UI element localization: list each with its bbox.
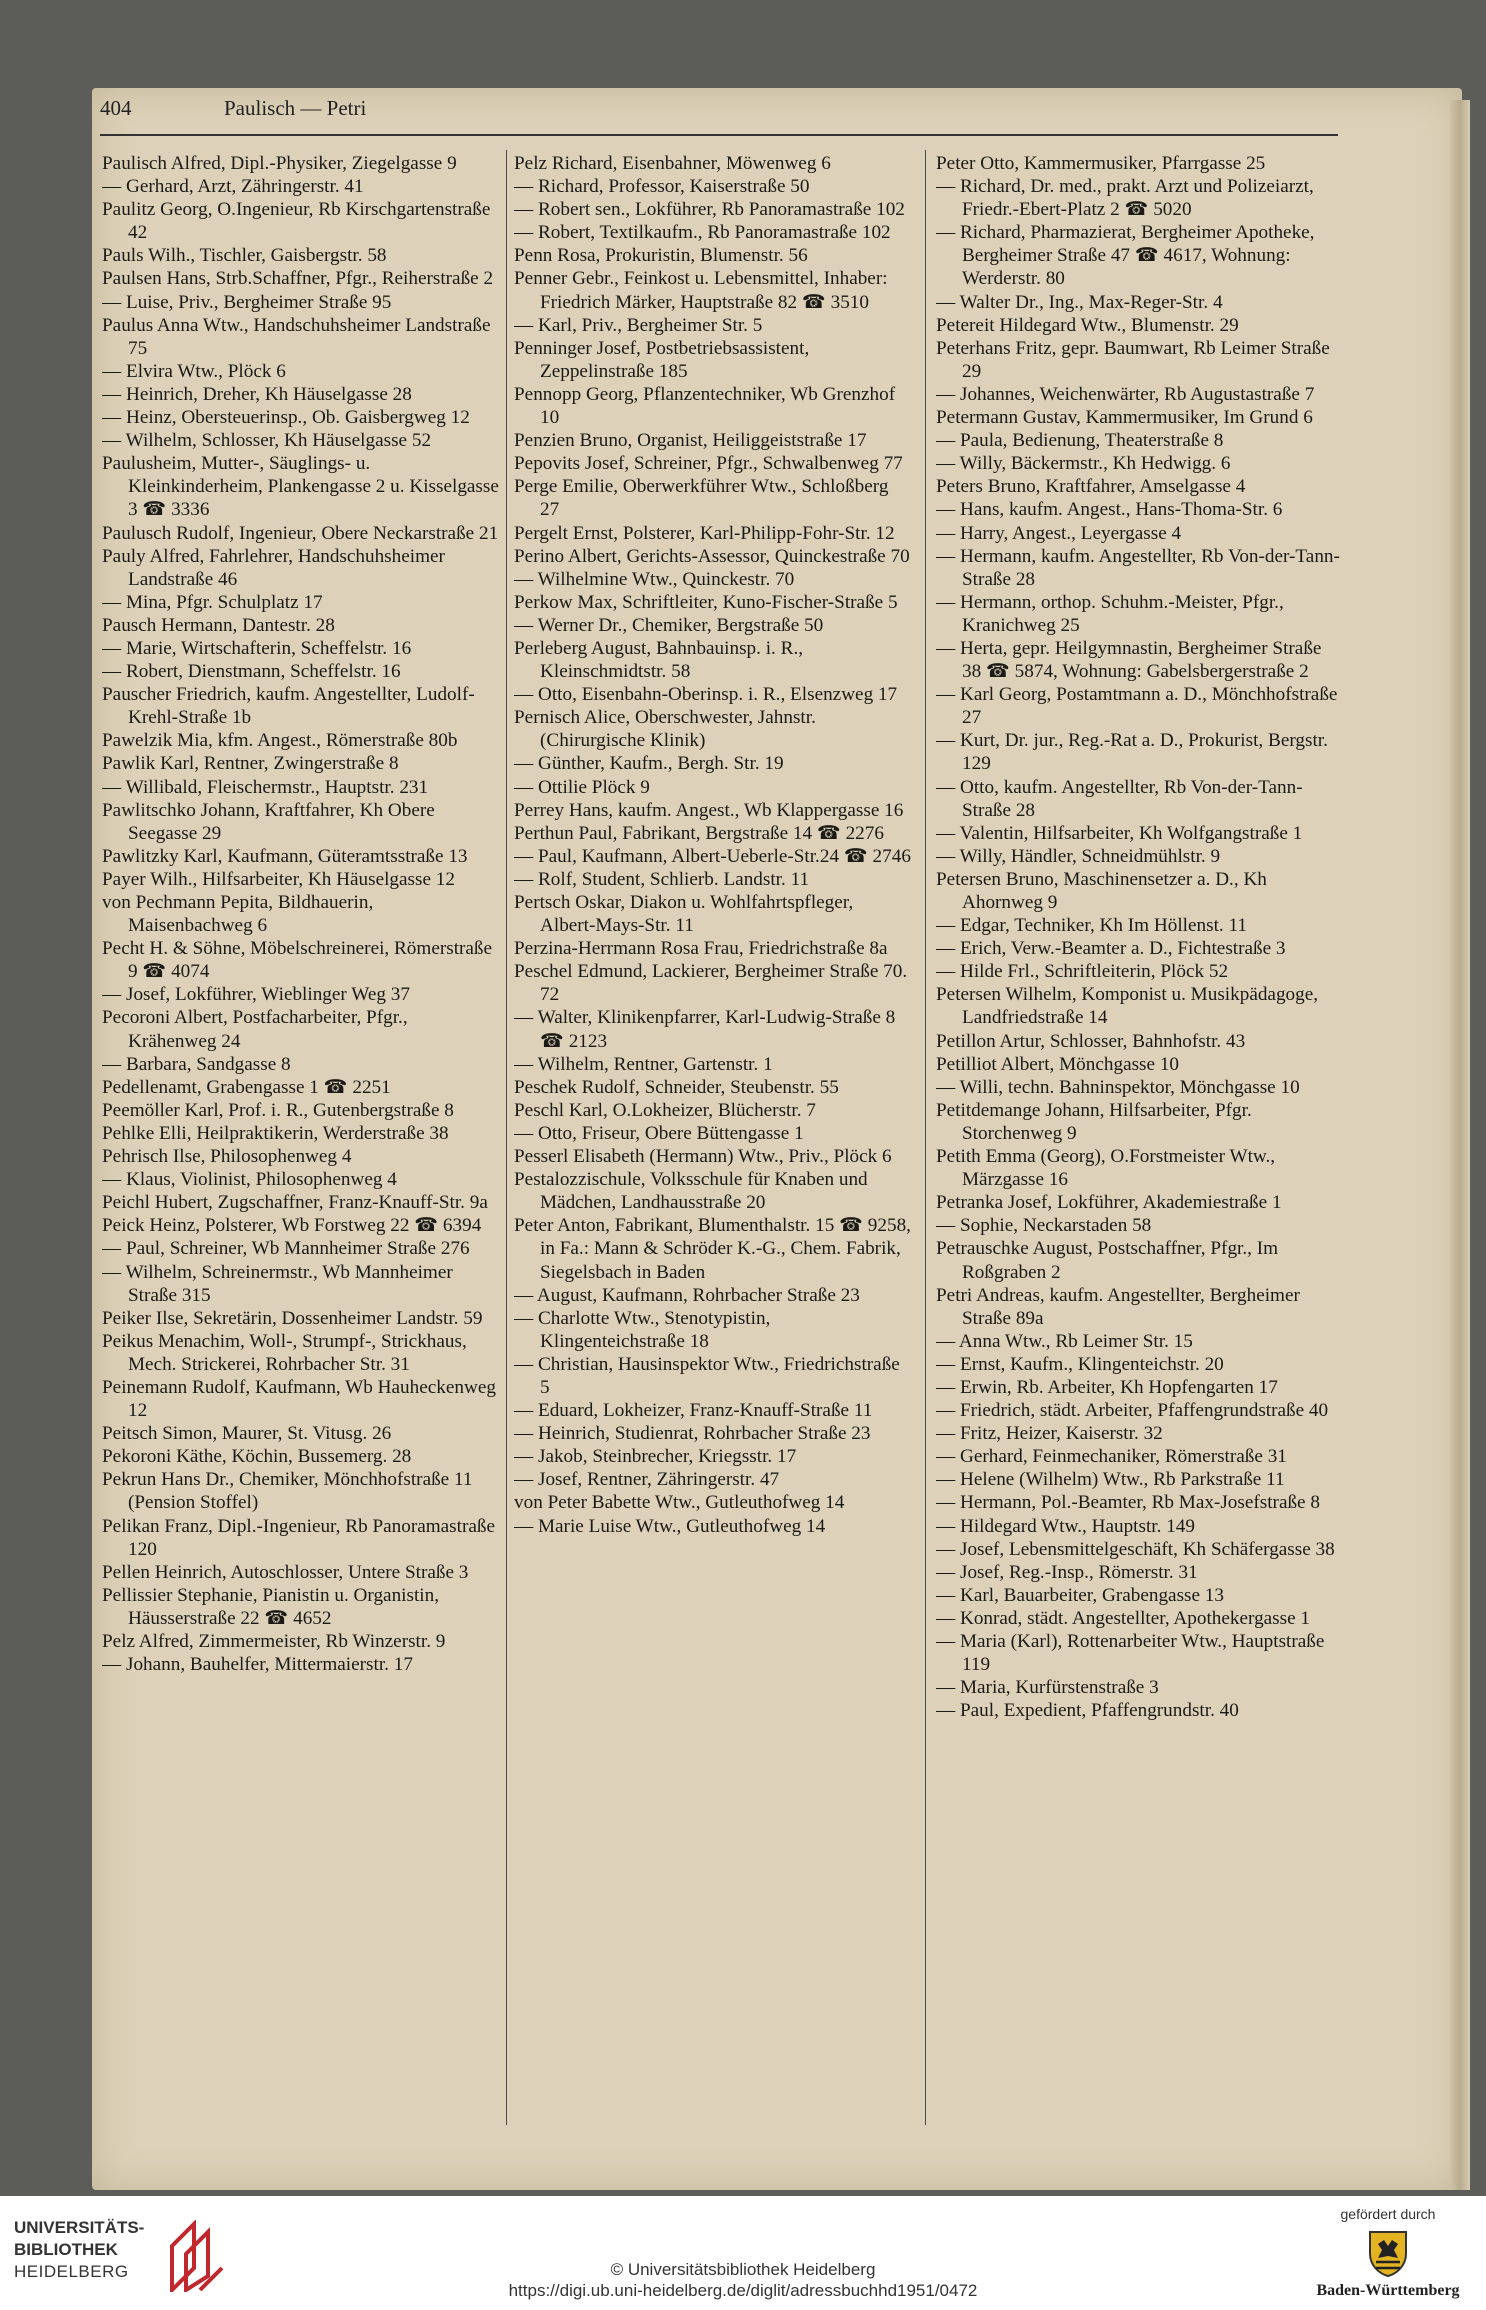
directory-entry: Peikus Menachim, Woll-, Strumpf-, Strickhaus, Mech. Strickerei, Rohrbacher Str. 31: [102, 1330, 467, 1375]
directory-entry: — Paula, Bedienung, Theaterstraße 8: [936, 430, 1224, 452]
directory-entry: Penzien Bruno, Organist, Heiliggeiststraße 17: [514, 430, 867, 452]
directory-entry: — Paul, Kaufmann, Albert-Ueberle-Str.24 ☎ 2746: [514, 845, 911, 867]
directory-entry: — August, Kaufmann, Rohrbacher Straße 23: [514, 1284, 860, 1306]
directory-entry: Pauly Alfred, Fahrlehrer, Handschuhsheimer Landstraße 46: [102, 545, 445, 590]
directory-entry: Pekrun Hans Dr., Chemiker, Mönchhofstraße 11 (Pension Stoffel): [102, 1469, 473, 1514]
directory-entry: Peter Anton, Fabrikant, Blumenthalstr. 15 ☎ 9258, in Fa.: Mann & Schröder K.-G., Chem. Fabrik, Siegelsbach in Baden: [514, 1215, 911, 1283]
directory-entry: — Mina, Pfgr. Schulplatz 17: [102, 591, 323, 613]
directory-entry: Perrey Hans, kaufm. Angest., Wb Klappergasse 16: [514, 799, 904, 821]
directory-entry: — Willi, techn. Bahninspektor, Mönchgasse 10: [936, 1076, 1300, 1098]
directory-entry: Pecoroni Albert, Postfacharbeiter, Pfgr., Krähenweg 24: [102, 1007, 408, 1052]
directory-entry: — Gerhard, Feinmechaniker, Römerstraße 31: [936, 1446, 1287, 1468]
directory-entry: — Eduard, Lokheizer, Franz-Knauff-Straße 11: [514, 1400, 873, 1422]
directory-entry: Pawlitschko Johann, Kraftfahrer, Kh Obere Seegasse 29: [102, 799, 435, 844]
directory-entry: Pawlik Karl, Rentner, Zwingerstraße 8: [102, 753, 399, 775]
directory-entry: — Ottilie Plöck 9: [514, 776, 650, 798]
directory-entry: Pehlke Elli, Heilpraktikerin, Werderstraße 38: [102, 1122, 449, 1144]
directory-entry: Petrauschke August, Postschaffner, Pfgr., Im Roßgraben 2: [936, 1238, 1279, 1283]
directory-entry: Peemöller Karl, Prof. i. R., Gutenbergstraße 8: [102, 1099, 454, 1121]
directory-entry: Peiker Ilse, Sekretärin, Dossenheimer Landstr. 59: [102, 1307, 483, 1329]
directory-entry: — Fritz, Heizer, Kaiserstr. 32: [936, 1423, 1163, 1445]
directory-entry: — Johann, Bauhelfer, Mittermaierstr. 17: [102, 1654, 413, 1676]
directory-entry: — Karl, Bauarbeiter, Grabengasse 13: [936, 1584, 1224, 1606]
coat-of-arms-icon: [1366, 2228, 1410, 2278]
directory-entry: — Willy, Bäckermstr., Kh Hedwigg. 6: [936, 453, 1231, 475]
directory-entry: Peitsch Simon, Maurer, St. Vitusg. 26: [102, 1423, 392, 1445]
column-divider: [925, 150, 926, 2125]
directory-entry: Pennopp Georg, Pflanzentechniker, Wb Grenzhof 10: [514, 383, 896, 429]
directory-entry: Perthun Paul, Fabrikant, Bergstraße 14 ☎ 2276: [514, 822, 884, 844]
directory-entry: Pauls Wilh., Tischler, Gaisbergstr. 58: [102, 245, 387, 267]
directory-entry: — Friedrich, städt. Arbeiter, Pfaffengrundstraße 40: [936, 1400, 1329, 1422]
directory-entry: — Willy, Händler, Schneidmühlstr. 9: [936, 845, 1221, 867]
library-emblem-icon: [164, 2220, 224, 2292]
directory-column-3: [936, 152, 1340, 2127]
directory-entry: — Hildegard Wtw., Hauptstr. 149: [936, 1515, 1195, 1537]
directory-entry: Penn Rosa, Prokuristin, Blumenstr. 56: [514, 245, 808, 267]
directory-entry: — Walter Dr., Ing., Max-Reger-Str. 4: [936, 291, 1223, 313]
directory-entry: Petersen Wilhelm, Komponist u. Musikpädagoge, Landfriedstraße 14: [936, 984, 1319, 1029]
logo-line-2: BIBLIOTHEK: [14, 2240, 118, 2259]
directory-entry: Petermann Gustav, Kammermusiker, Im Grund 6: [936, 407, 1313, 429]
directory-entry: Peschek Rudolf, Schneider, Steubenstr. 55: [514, 1076, 839, 1098]
page-header: [100, 96, 1338, 130]
logo-line-1: UNIVERSITÄTS-: [14, 2218, 145, 2237]
footer-credits: [400, 2260, 1086, 2302]
directory-entry: Paulitz Georg, O.Ingenieur, Rb Kirschgartenstraße 42: [102, 199, 491, 244]
directory-entry: — Erwin, Rb. Arbeiter, Kh Hopfengarten 17: [936, 1376, 1278, 1398]
directory-entry: Perzina-Herrmann Rosa Frau, Friedrichstraße 8a: [514, 938, 888, 960]
directory-entry: Pekoroni Käthe, Köchin, Bussemerg. 28: [102, 1446, 412, 1468]
copyright-text: © Universitätsbibliothek Heidelberg: [610, 2260, 876, 2279]
directory-entry: — Paul, Schreiner, Wb Mannheimer Straße 276: [102, 1238, 470, 1260]
directory-entry: — Robert, Dienstmann, Scheffelstr. 16: [102, 661, 401, 683]
directory-entry: Pelikan Franz, Dipl.-Ingenieur, Rb Panoramastraße 120: [102, 1515, 495, 1560]
directory-entry: von Peter Babette Wtw., Gutleuthofweg 14: [514, 1492, 845, 1514]
directory-entry: Pergelt Ernst, Polsterer, Karl-Philipp-Fohr-Str. 12: [514, 522, 895, 544]
directory-entry: Perleberg August, Bahnbauinsp. i. R., Kleinschmidtstr. 58: [514, 637, 804, 683]
directory-entry: — Paul, Expedient, Pfaffengrundstr. 40: [936, 1700, 1239, 1722]
directory-entry: — Johannes, Weichenwärter, Rb Augustastraße 7: [936, 383, 1315, 405]
directory-entry: Peterhans Fritz, gepr. Baumwart, Rb Leimer Straße 29: [936, 337, 1330, 382]
directory-entry: Pesserl Elisabeth (Hermann) Wtw., Priv., Plöck 6: [514, 1146, 892, 1168]
directory-entry: Peichl Hubert, Zugschaffner, Franz-Knauff-Str. 9a: [102, 1192, 488, 1214]
directory-entry: — Walter, Klinikenpfarrer, Karl-Ludwig-Straße 8 ☎ 2123: [514, 1007, 896, 1052]
directory-entry: Perino Albert, Gerichts-Assessor, Quinckestraße 70: [514, 545, 910, 567]
directory-entry: Pelz Richard, Eisenbahner, Möwenweg 6: [514, 153, 831, 174]
directory-entry: — Konrad, städt. Angestellter, Apothekergasse 1: [936, 1607, 1311, 1629]
directory-entry: Perge Emilie, Oberwerkführer Wtw., Schloßberg 27: [514, 476, 889, 521]
directory-entry: Peick Heinz, Polsterer, Wb Forstweg 22 ☎ 6394: [102, 1215, 482, 1237]
directory-entry: — Rolf, Student, Schlierb. Landstr. 11: [514, 868, 810, 890]
directory-entry: Pecht H. & Söhne, Möbelschreinerei, Römerstraße 9 ☎ 4074: [102, 938, 493, 983]
directory-entry: — Luise, Priv., Bergheimer Straße 95: [102, 291, 392, 313]
directory-entry: Pausch Hermann, Dantestr. 28: [102, 614, 335, 636]
directory-entry: — Willibald, Fleischermstr., Hauptstr. 231: [102, 776, 429, 798]
directory-entry: — Otto, Eisenbahn-Oberinsp. i. R., Elsenzweg 17: [514, 684, 898, 706]
permalink[interactable]: https://digi.ub.uni-heidelberg.de/diglit/adressbuchhd1951/0472: [508, 2281, 978, 2300]
directory-entry: — Richard, Pharmazierat, Bergheimer Apotheke, Bergheimer Straße 47 ☎ 4617, Wohnung: Werderstr. 80: [936, 222, 1315, 290]
directory-entry: — Klaus, Violinist, Philosophenweg 4: [102, 1169, 397, 1191]
directory-entry: — Gerhard, Arzt, Zähringerstr. 41: [102, 176, 364, 198]
directory-entry: — Hans, kaufm. Angest., Hans-Thoma-Str. 6: [936, 499, 1283, 521]
directory-entry: von Pechmann Pepita, Bildhauerin, Maisenbachweg 6: [102, 892, 374, 937]
directory-entry: — Maria (Karl), Rottenarbeiter Wtw., Hauptstraße 119: [936, 1631, 1325, 1676]
directory-entry: — Robert sen., Lokführer, Rb Panoramastraße 102: [514, 199, 905, 221]
directory-entry: Pauscher Friedrich, kaufm. Angestellter, Ludolf-Krehl-Straße 1b: [102, 684, 475, 729]
directory-entry: Peinemann Rudolf, Kaufmann, Wb Hauheckenweg 12: [102, 1376, 496, 1422]
directory-entry: — Hermann, Pol.-Beamter, Rb Max-Josefstraße 8: [936, 1492, 1320, 1514]
directory-column-2: [514, 152, 912, 2127]
directory-entry: Petith Emma (Georg), O.Forstmeister Wtw., Märzgasse 16: [936, 1146, 1276, 1191]
directory-entry: Paulsen Hans, Strb.Schaffner, Pfgr., Reiherstraße 2: [102, 268, 494, 290]
directory-entry: Paulusheim, Mutter-, Säuglings- u. Kleinkinderheim, Plankengasse 2 u. Kisselgasse 3 ☎ 3336: [102, 453, 499, 521]
directory-entry: Pellissier Stephanie, Pianistin u. Organistin, Häusserstraße 22 ☎ 4652: [102, 1584, 440, 1629]
directory-entry: — Hilde Frl., Schriftleiterin, Plöck 52: [936, 961, 1229, 983]
directory-entry: Petersen Bruno, Maschinensetzer a. D., Kh Ahornweg 9: [936, 868, 1267, 913]
running-title: Paulisch — Petri: [224, 96, 367, 120]
directory-entry: — Marie, Wirtschafterin, Scheffelstr. 16: [102, 637, 412, 659]
directory-entry: — Wilhelm, Schlosser, Kh Häuselgasse 52: [102, 430, 432, 452]
directory-entry: — Marie Luise Wtw., Gutleuthofweg 14: [514, 1515, 826, 1537]
directory-entry: — Günther, Kaufm., Bergh. Str. 19: [514, 753, 784, 775]
directory-entry: Petitdemange Johann, Hilfsarbeiter, Pfgr. Storchenweg 9: [936, 1099, 1252, 1144]
directory-entry: — Heinrich, Dreher, Kh Häuselgasse 28: [102, 383, 412, 405]
directory-entry: — Richard, Dr. med., prakt. Arzt und Polizeiarzt, Friedr.-Ebert-Platz 2 ☎ 5020: [936, 176, 1314, 221]
directory-entry: — Sophie, Neckarstaden 58: [936, 1215, 1152, 1237]
directory-entry: — Wilhelm, Rentner, Gartenstr. 1: [514, 1053, 773, 1075]
directory-entry: — Ernst, Kaufm., Klingenteichstr. 20: [936, 1353, 1224, 1375]
directory-entry: Peters Bruno, Kraftfahrer, Amselgasse 4: [936, 476, 1246, 498]
directory-entry: — Edgar, Techniker, Kh Im Höllenst. 11: [936, 915, 1247, 937]
directory-entry: — Otto, Friseur, Obere Büttengasse 1: [514, 1122, 804, 1144]
directory-entry: — Josef, Lebensmittelgeschäft, Kh Schäfergasse 38: [936, 1538, 1335, 1560]
directory-entry: — Josef, Reg.-Insp., Römerstr. 31: [936, 1561, 1198, 1583]
directory-entry: — Karl, Priv., Bergheimer Str. 5: [514, 314, 763, 336]
column-divider: [506, 150, 507, 2125]
directory-entry: Pehrisch Ilse, Philosophenweg 4: [102, 1146, 352, 1168]
directory-entry: Pellen Heinrich, Autoschlosser, Untere Straße 3: [102, 1561, 469, 1583]
directory-entry: Paulusch Rudolf, Ingenieur, Obere Neckarstraße 21: [102, 522, 499, 544]
funded-by-label: gefördert durch: [1340, 2206, 1436, 2222]
directory-entry: — Kurt, Dr. jur., Reg.-Rat a. D., Prokurist, Bergstr. 129: [936, 730, 1328, 775]
directory-entry: Pestalozzischule, Volksschule für Knaben und Mädchen, Landhausstraße 20: [514, 1169, 868, 1214]
directory-entry: — Jakob, Steinbrecher, Kriegsstr. 17: [514, 1446, 797, 1468]
directory-entry: Pernisch Alice, Oberschwester, Jahnstr. (Chirurgische Klinik): [514, 707, 816, 752]
directory-entry: Petilliot Albert, Mönchgasse 10: [936, 1053, 1180, 1075]
directory-entry: Peschl Karl, O.Lokheizer, Blücherstr. 7: [514, 1099, 816, 1121]
directory-entry: Pedellenamt, Grabengasse 1 ☎ 2251: [102, 1076, 391, 1098]
directory-entry: — Maria, Kurfürstenstraße 3: [936, 1677, 1159, 1699]
page-edge: [1450, 100, 1470, 2190]
directory-entry: — Werner Dr., Chemiker, Bergstraße 50: [514, 614, 824, 636]
directory-column-1: [102, 152, 500, 2127]
directory-entry: — Christian, Hausinspektor Wtw., Friedrichstraße 5: [514, 1353, 900, 1398]
directory-entry: Peschel Edmund, Lackierer, Bergheimer Straße 70. 72: [514, 961, 908, 1006]
directory-entry: — Herta, gepr. Heilgymnastin, Bergheimer Straße 38 ☎ 5874, Wohnung: Gabelsbergerstraße 2: [936, 637, 1322, 683]
directory-entry: Penner Gebr., Feinkost u. Lebensmittel, Inhaber: Friedrich Märker, Hauptstraße 82 ☎ 3510: [514, 268, 888, 313]
directory-entry: Pawlitzky Karl, Kaufmann, Güteramtsstraße 13: [102, 845, 468, 867]
directory-entry: Petereit Hildegard Wtw., Blumenstr. 29: [936, 314, 1239, 336]
directory-entry: Perkow Max, Schriftleiter, Kuno-Fischer-Straße 5: [514, 591, 898, 613]
directory-entry: — Barbara, Sandgasse 8: [102, 1053, 291, 1075]
directory-entry: — Karl Georg, Postamtmann a. D., Mönchhofstraße 27: [936, 684, 1338, 729]
directory-entry: — Hermann, orthop. Schuhm.-Meister, Pfgr., Kranichweg 25: [936, 591, 1284, 636]
directory-entry: — Heinz, Obersteuerinsp., Ob. Gaisbergweg 12: [102, 407, 470, 429]
directory-entry: — Elvira Wtw., Plöck 6: [102, 360, 286, 382]
directory-entry: — Wilhelm, Schreinermstr., Wb Mannheimer Straße 315: [102, 1261, 453, 1306]
directory-entry: — Hermann, kaufm. Angestellter, Rb Von-der-Tann-Straße 28: [936, 545, 1340, 590]
directory-entry: — Wilhelmine Wtw., Quinckestr. 70: [514, 568, 795, 590]
directory-entry: Pelz Alfred, Zimmermeister, Rb Winzerstr. 9: [102, 1631, 446, 1652]
directory-entry: — Heinrich, Studienrat, Rohrbacher Straße 23: [514, 1423, 871, 1445]
directory-entry: Petillon Artur, Schlosser, Bahnhofstr. 43: [936, 1030, 1246, 1052]
digitization-footer: [0, 2196, 1486, 2310]
header-rule: [100, 134, 1338, 136]
directory-entry: — Josef, Rentner, Zähringerstr. 47: [514, 1469, 780, 1491]
directory-entry: — Anna Wtw., Rb Leimer Str. 15: [936, 1330, 1193, 1352]
directory-entry: Payer Wilh., Hilfsarbeiter, Kh Häuselgasse 12: [102, 868, 455, 890]
directory-entry: Pepovits Josef, Schreiner, Pfgr., Schwalbenweg 77: [514, 453, 903, 475]
directory-entry: — Richard, Professor, Kaiserstraße 50: [514, 176, 810, 198]
directory-entry: Paulisch Alfred, Dipl.-Physiker, Ziegelgasse 9: [102, 153, 457, 174]
library-logo[interactable]: [14, 2218, 234, 2290]
directory-entry: Petri Andreas, kaufm. Angestellter, Bergheimer Straße 89a: [936, 1284, 1300, 1329]
page-number: 404: [100, 96, 132, 120]
directory-entry: Pertsch Oskar, Diakon u. Wohlfahrtspfleger, Albert-Mays-Str. 11: [514, 892, 854, 937]
directory-entry: — Charlotte Wtw., Stenotypistin, Klingenteichstraße 18: [514, 1307, 771, 1352]
logo-line-3: HEIDELBERG: [14, 2262, 129, 2281]
directory-entry: — Robert, Textilkaufm., Rb Panoramastraße 102: [514, 222, 891, 244]
directory-entry: Peter Otto, Kammermusiker, Pfarrgasse 25: [936, 153, 1266, 174]
directory-entry: — Erich, Verw.-Beamter a. D., Fichtestraße 3: [936, 938, 1286, 960]
directory-entry: Pawelzik Mia, kfm. Angest., Römerstraße 80b: [102, 730, 458, 752]
funder-name: Baden-Württemberg: [1316, 2282, 1460, 2299]
directory-entry: — Harry, Angest., Leyergasse 4: [936, 522, 1182, 544]
directory-entry: — Helene (Wilhelm) Wtw., Rb Parkstraße 11: [936, 1469, 1285, 1491]
funder-logo[interactable]: [1300, 2206, 1476, 2306]
directory-entry: Paulus Anna Wtw., Handschuhsheimer Landstraße 75: [102, 314, 491, 359]
directory-entry: Penninger Josef, Postbetriebsassistent, Zeppelinstraße 185: [514, 337, 810, 382]
directory-entry: — Valentin, Hilfsarbeiter, Kh Wolfgangstraße 1: [936, 822, 1303, 844]
directory-entry: — Josef, Lokführer, Wieblinger Weg 37: [102, 984, 410, 1006]
directory-entry: Petranka Josef, Lokführer, Akademiestraße 1: [936, 1192, 1282, 1214]
directory-entry: — Otto, kaufm. Angestellter, Rb Von-der-Tann-Straße 28: [936, 776, 1303, 821]
